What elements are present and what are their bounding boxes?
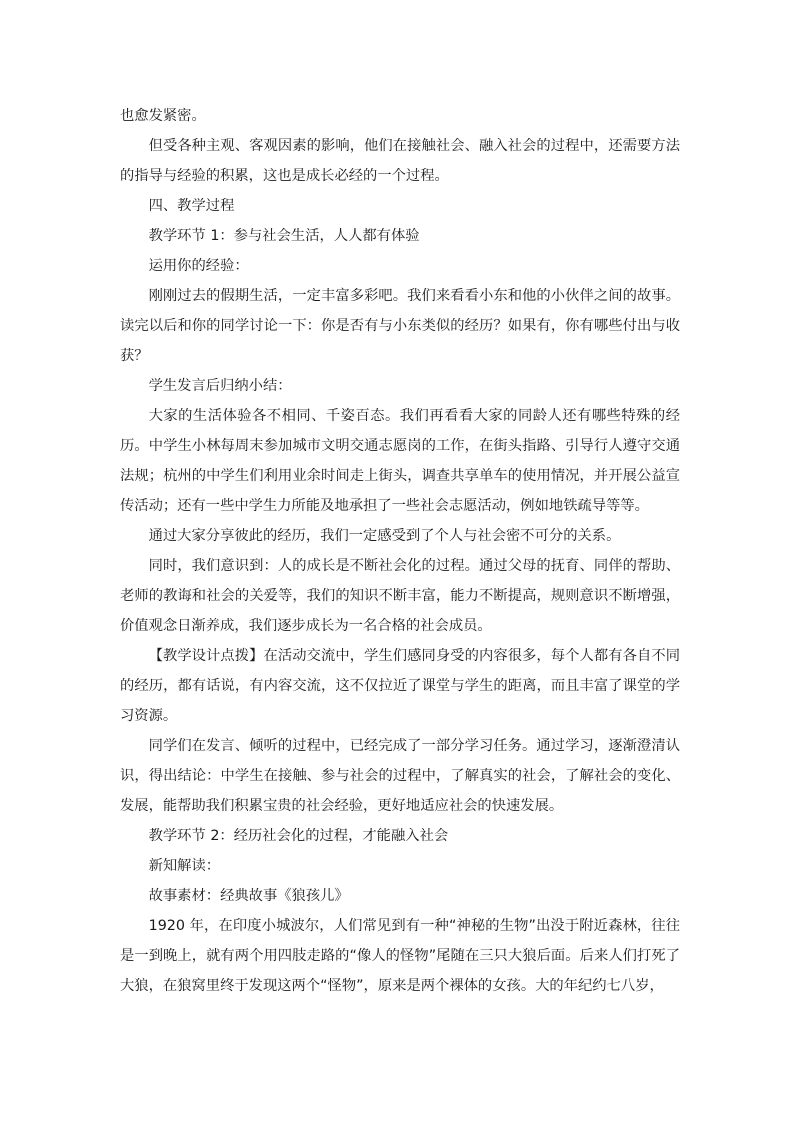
teaching-step-2-heading: 教学环节 2：经历社会化的过程，才能融入社会: [148, 828, 449, 844]
paragraph-wolf-children-story: 1920 年，在印度小城波尔，人们常见到有一种“神秘的生物”出没于附近森林，往往是一到晚上，就有两个用四肢走路的“像人的怪物”尾随在三只大狼后面。后来人们打死了大狼，在狼窝里终于发现这两个“怪物”，原来是两个裸体的女孩。大的年纪约七八岁，: [120, 918, 680, 994]
paragraph-design-note: 【教学设计点拨】在活动交流中，学生们感同身受的内容很多，每个人都有各自不同的经历，都有话说，有内容交流，这不仅拉近了课堂与学生的距离，而且丰富了课堂的学习资源。: [120, 648, 680, 724]
paragraph-socialization: 同时，我们意识到：人的成长是不断社会化的过程。通过父母的抚育、同伴的帮助、老师的教诲和社会的关爱等，我们的知识不断丰富，能力不断提高，规则意识不断增强，价值观念日渐养成，我们逐步成长为一名合格的社会成员。: [120, 558, 680, 634]
subheading-new-knowledge: 新知解读：: [148, 858, 221, 874]
paragraph-life-experience: 大家的生活体验各不相同、千姿百态。我们再看看大家的同龄人还有哪些特殊的经历。中学生小林每周末参加城市文明交通志愿岗的工作，在街头指路、引导行人遵守交通法规；杭州的中学生们利用业余时间走上街头，调查共享单车的使用情况，并开展公益宣传活动；还有一些中学生力所能及地承担了一些社会志愿活动，例如地铁疏导等等。: [120, 408, 680, 514]
section-heading-teaching-process: 四、教学过程: [148, 198, 235, 214]
paragraph-2: 但受各种主观、客观因素的影响，他们在接触社会、融入社会的过程中，还需要方法的指导与经验的积累，这也是成长必经的一个过程。: [120, 138, 680, 184]
subheading-story-material: 故事素材：经典故事《狼孩儿》: [148, 888, 349, 904]
document-body: [120, 101, 680, 1001]
teaching-step-1-heading: 教学环节 1：参与社会生活，人人都有体验: [148, 228, 420, 244]
paragraph-holiday-life: 刚刚过去的假期生活，一定丰富多彩吧。我们来看看小东和他的小伙伴之间的故事。读完以后和你的同学讨论一下：你是否有与小东类似的经历？如果有，你有哪些付出与收获？: [120, 288, 680, 364]
subheading-use-experience: 运用你的经验：: [148, 258, 249, 274]
paragraph-1: 也愈发紧密。: [120, 108, 206, 124]
paragraph-sharing: 通过大家分享彼此的经历，我们一定感受到了个人与社会密不可分的关系。: [148, 528, 621, 544]
subheading-summary: 学生发言后归纳小结：: [148, 378, 292, 394]
paragraph-conclusion: 同学们在发言、倾听的过程中，已经完成了一部分学习任务。通过学习，逐渐澄清认识，得出结论：中学生在接触、参与社会的过程中，了解真实的社会，了解社会的变化、发展，能帮助我们积累宝贵的社会经验，更好地适应社会的快速发展。: [120, 738, 680, 814]
